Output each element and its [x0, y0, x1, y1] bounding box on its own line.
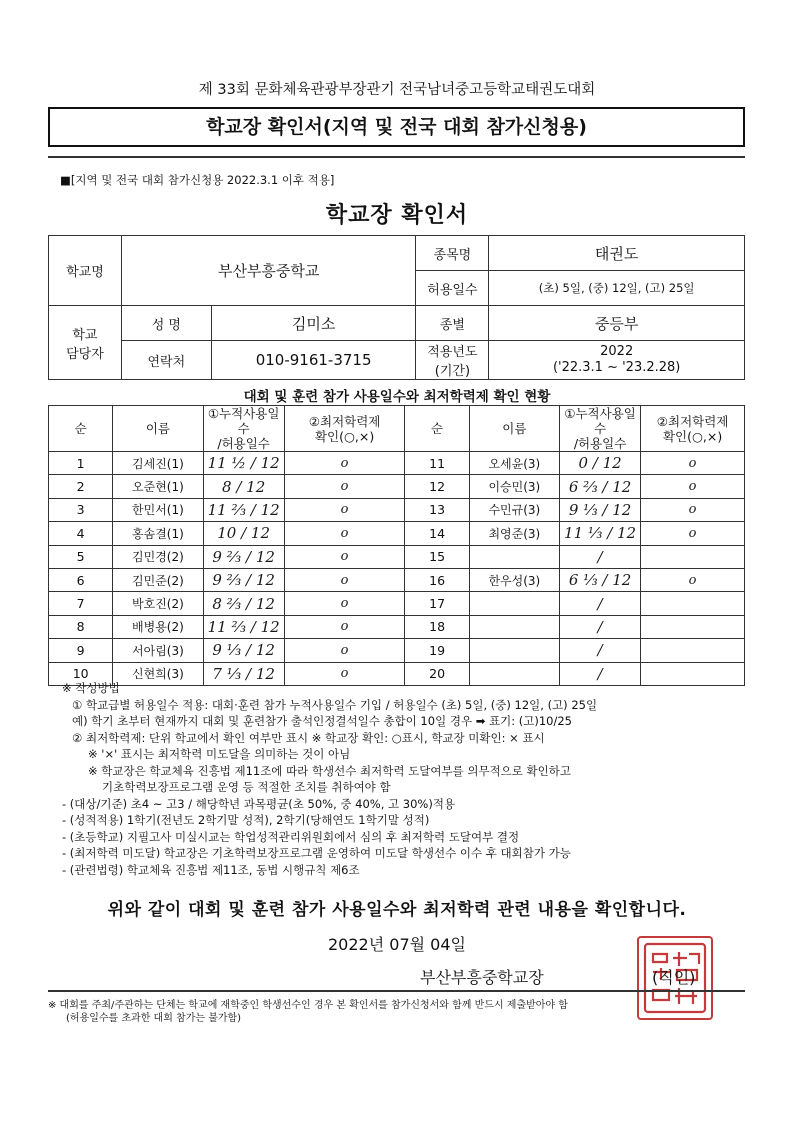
form-title: 학교장 확인서(지역 및 전국 대회 참가신청용) [48, 107, 745, 147]
row-check: o [284, 662, 405, 685]
allowed-days-label: 허용일수 [416, 271, 489, 306]
school-label: 학교명 [49, 236, 122, 306]
issue-date: 2022년 07월 04일 [328, 935, 466, 954]
row-days: 9 ⅔ / 12 [203, 545, 284, 568]
row-name-right [469, 592, 559, 615]
row-days-right: 6 ⅔ / 12 [559, 475, 640, 498]
row-check: o [284, 615, 405, 638]
info-table [48, 235, 745, 380]
manager-label-line1: 학교 [72, 327, 98, 343]
row-days-right: / [559, 592, 640, 615]
row-name-right: 오세윤(3) [469, 452, 559, 475]
row-check-right: o [641, 522, 745, 545]
header-check-line1: ②최저학력제 [308, 413, 381, 429]
row-no-right: 20 [405, 662, 469, 685]
roster-header-row [49, 406, 745, 452]
header-no: 순 [49, 406, 113, 452]
year-value-line1: 2022 [600, 344, 634, 359]
header-days-right-line1: ①누적사용일수 [564, 406, 636, 436]
row-check: o [284, 522, 405, 545]
row-days: 9 ⅓ / 12 [203, 639, 284, 662]
row-name: 배병용(2) [113, 615, 203, 638]
year-label-line2: (기간) [434, 364, 471, 379]
row-check-right: o [641, 452, 745, 475]
row-name: 홍솜결(1) [113, 522, 203, 545]
row-check-right [641, 639, 745, 662]
note-allowed-days-example: 예) 학기 초부터 현재까지 대회 및 훈련참가 출석인정결석일수 총합이 10일 경우 ➡ 표기: (고)10/25 [72, 714, 572, 728]
header-check-right-line2: 확인(○,×) [662, 428, 723, 444]
row-check-right: o [641, 498, 745, 521]
sport-value: 태권도 [489, 236, 745, 271]
row-days-right: 9 ⅓ / 12 [559, 498, 640, 521]
header-days [203, 406, 284, 452]
row-no: 5 [49, 545, 113, 568]
row-no-right: 11 [405, 452, 469, 475]
row-check: o [284, 568, 405, 591]
row-days: 8 / 12 [203, 475, 284, 498]
row-check-right [641, 545, 745, 568]
row-check-right [641, 615, 745, 638]
row-no: 1 [49, 452, 113, 475]
row-no-right: 19 [405, 639, 469, 662]
row-name: 박호진(2) [113, 592, 203, 615]
row-name-right: 수민규(3) [469, 498, 559, 521]
row-check: o [284, 545, 405, 568]
table-row [49, 498, 745, 521]
note-allowed-days: ① 학교급별 허용일수 적용: 대회·훈련 참가 누적사용일수 기입 / 허용일수 (초) 5일, (중) 12일, (고) 25일 [72, 697, 598, 712]
row-no: 6 [49, 568, 113, 591]
note-principal-duty: ※ 학교장은 학교체육 진흥법 제11조에 따라 학생선수 최저학력 도달여부를 의무적으로 확인하고 [88, 763, 571, 778]
row-name: 한민서(1) [113, 498, 203, 521]
row-name: 신현희(3) [113, 662, 203, 685]
year-value-line2: ('22.3.1 ~ '23.2.28) [552, 360, 681, 375]
detail-elementary: - (초등학교) 지필고사 미실시교는 학업성적관리위원회에서 심의 후 최저학력 도달여부 결정 [62, 829, 520, 844]
table-row [49, 615, 745, 638]
row-check: o [284, 475, 405, 498]
row-days-right: 6 ⅓ / 12 [559, 568, 640, 591]
contact-value: 010-9161-3715 [211, 341, 416, 380]
school-value: 부산부흥중학교 [121, 236, 416, 306]
row-days-right: / [559, 545, 640, 568]
detail-law: - (관련법령) 학교체육 진흥법 제11조, 동법 시행규칙 제6조 [62, 862, 360, 877]
manager-label [49, 306, 122, 380]
header-days-right [559, 406, 640, 452]
row-check-right [641, 592, 745, 615]
seal-label: (직인) [652, 968, 696, 987]
header-check-right [641, 406, 745, 452]
row-days: 8 ⅔ / 12 [203, 592, 284, 615]
category-value: 중등부 [489, 306, 745, 341]
notes-heading: ※ 작성방법 [62, 681, 120, 695]
row-no-right: 14 [405, 522, 469, 545]
row-days: 7 ⅓ / 12 [203, 662, 284, 685]
event-title: 제 33회 문화체육관광부장관기 전국남녀중고등학교태권도대회 [198, 82, 596, 98]
roster-table [48, 405, 745, 686]
footnote-submission: ※ 대회를 주최/주관하는 단체는 학교에 재학중인 학생선수인 경우 본 확인서를 참가신청서와 함께 반드시 제출받아야 함 [48, 1000, 568, 1011]
header-name: 이름 [113, 406, 203, 452]
row-name: 서아림(3) [113, 639, 203, 662]
table-row [49, 452, 745, 475]
table-row [49, 522, 745, 545]
principal-name: 부산부흥중학교장 [420, 968, 544, 987]
detail-target: - (대상/기준) 초4 ~ 고3 / 해당학년 과목평균(초 50%, 중 40%, 고 30%)적용 [62, 796, 456, 811]
row-no: 9 [49, 639, 113, 662]
year-value [489, 341, 745, 380]
row-days: 11 ⅔ / 12 [203, 615, 284, 638]
instructions [62, 680, 752, 878]
row-no-right: 17 [405, 592, 469, 615]
applies-note: ■[지역 및 전국 대회 참가신청용 2022.3.1 이후 적용] [60, 173, 335, 187]
note-x-meaning: ※ '×' 표시는 최저학력 미도달을 의미하는 것이 아님 [88, 747, 351, 761]
row-name: 오준현(1) [113, 475, 203, 498]
row-check: o [284, 592, 405, 615]
header-days-line1: ①누적사용일수 [207, 406, 280, 436]
detail-not-reached: - (최저학력 미도달) 학교장은 기초학력보장프로그램 운영하여 미도달 학생선수 이수 후 대회참가 가능 [62, 846, 571, 860]
top-divider [48, 156, 745, 158]
row-no: 3 [49, 498, 113, 521]
row-days: 11 ⅔ / 12 [203, 498, 284, 521]
contact-label: 연락처 [121, 341, 211, 380]
row-name-right [469, 615, 559, 638]
row-days-right: / [559, 639, 640, 662]
row-days-right: 11 ⅓ / 12 [559, 522, 640, 545]
row-name-right: 이승민(3) [469, 475, 559, 498]
header-days-line2: /허용일수 [217, 436, 270, 451]
row-check-right: o [641, 568, 745, 591]
row-days: 11 ½ / 12 [203, 452, 284, 475]
roster-title: 대회 및 훈련 참가 사용일수와 최저학력제 확인 현황 [243, 389, 551, 405]
header-check [284, 406, 405, 452]
category-label: 종별 [416, 306, 489, 341]
bottom-divider [48, 990, 745, 992]
row-name-right [469, 639, 559, 662]
row-no-right: 13 [405, 498, 469, 521]
row-check: o [284, 639, 405, 662]
row-no: 7 [49, 592, 113, 615]
row-no: 8 [49, 615, 113, 638]
row-days-right: / [559, 615, 640, 638]
table-row [49, 568, 745, 591]
confirmation-statement: 위와 같이 대회 및 훈련 참가 사용일수와 최저학력 관련 내용을 확인합니다. [107, 900, 687, 920]
row-name-right: 최영준(3) [469, 522, 559, 545]
row-days: 10 / 12 [203, 522, 284, 545]
note-min-academic: ② 최저학력제: 단위 학교에서 확인 여부만 표시 ※ 학교장 확인: ○표시, 학교장 미확인: × 표시 [72, 730, 545, 745]
table-row [49, 475, 745, 498]
row-days-right: / [559, 662, 640, 685]
row-no: 2 [49, 475, 113, 498]
row-name: 김세진(1) [113, 452, 203, 475]
row-name: 김민경(2) [113, 545, 203, 568]
header-check-line2: 확인(○,×) [314, 428, 375, 444]
note-principal-duty-cont: 기초학력보장프로그램 운영 등 적절한 조치를 취하여야 함 [102, 780, 391, 794]
row-check: o [284, 452, 405, 475]
table-row [49, 545, 745, 568]
row-no-right: 16 [405, 568, 469, 591]
row-no-right: 12 [405, 475, 469, 498]
header-no-right: 순 [405, 406, 469, 452]
sport-label: 종목명 [416, 236, 489, 271]
detail-grades: - (성적적용) 1학기(전년도 2학기말 성적), 2학기(당해연도 1학기말 성적) [62, 813, 430, 827]
row-no-right: 15 [405, 545, 469, 568]
main-title: 학교장 확인서 [325, 203, 469, 228]
row-days-right: 0 / 12 [559, 452, 640, 475]
year-label-line1: 적용년도 [427, 345, 478, 360]
row-check-right: o [641, 475, 745, 498]
footnote-limit: (허용일수를 초과한 대회 참가는 불가함) [66, 1013, 242, 1024]
table-row [49, 639, 745, 662]
row-no: 10 [49, 662, 113, 685]
header-name-right: 이름 [469, 406, 559, 452]
year-label [416, 341, 489, 380]
header-check-right-line1: ②최저학력제 [656, 413, 729, 429]
name-label: 성 명 [121, 306, 211, 341]
row-days: 9 ⅔ / 12 [203, 568, 284, 591]
row-name-right: 한우성(3) [469, 568, 559, 591]
row-check: o [284, 498, 405, 521]
allowed-days-value: (초) 5일, (중) 12일, (고) 25일 [489, 271, 745, 306]
row-name: 김민준(2) [113, 568, 203, 591]
header-days-right-line2: /허용일수 [573, 436, 627, 451]
table-row [49, 592, 745, 615]
manager-label-line2: 담당자 [66, 346, 104, 362]
row-name-right [469, 545, 559, 568]
roster-body [49, 452, 745, 686]
name-value: 김미소 [211, 306, 416, 341]
row-no: 4 [49, 522, 113, 545]
row-no-right: 18 [405, 615, 469, 638]
